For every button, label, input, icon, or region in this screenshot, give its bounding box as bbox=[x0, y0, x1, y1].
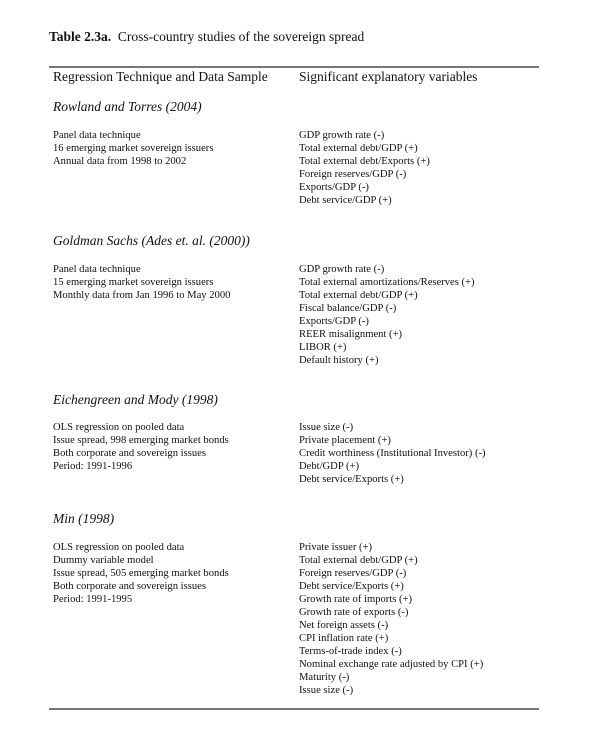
variable-item: Private issuer (+) bbox=[299, 542, 373, 553]
variable-item: Total external debt/Exports (+) bbox=[299, 156, 430, 167]
variable-item: Debt/GDP (+) bbox=[299, 461, 360, 472]
variable-item: Credit worthiness (Institutional Investor) (-) bbox=[299, 448, 486, 459]
sample-item: Issue spread, 998 emerging market bonds bbox=[53, 435, 229, 446]
variable-item: Growth rate of imports (+) bbox=[299, 594, 413, 605]
variable-list bbox=[299, 129, 430, 207]
variable-item: Exports/GDP (-) bbox=[299, 316, 369, 327]
sample-item: Panel data technique bbox=[53, 264, 141, 275]
variable-item: Foreign reserves/GDP (-) bbox=[299, 169, 407, 180]
variable-item: Total external debt/GDP (+) bbox=[299, 143, 418, 154]
variable-list bbox=[299, 263, 475, 367]
variable-item: Net foreign assets (-) bbox=[299, 620, 389, 631]
sample-item: 16 emerging market sovereign issuers bbox=[53, 143, 214, 154]
section-title: Rowland and Torres (2004) bbox=[53, 99, 202, 114]
sample-item: Panel data technique bbox=[53, 130, 141, 141]
variable-item: GDP growth rate (-) bbox=[299, 264, 385, 275]
table-caption: Cross-country studies of the sovereign spread bbox=[117, 29, 365, 44]
column-header-sample: Regression Technique and Data Sample bbox=[53, 69, 268, 84]
variable-item: Maturity (-) bbox=[299, 672, 350, 683]
sample-list bbox=[53, 263, 230, 302]
section-title: Min (1998) bbox=[53, 511, 115, 526]
variable-item: Private placement (+) bbox=[299, 435, 391, 446]
sample-item: Dummy variable model bbox=[53, 555, 154, 566]
variable-item: Foreign reserves/GDP (-) bbox=[299, 568, 407, 579]
variable-item: Issue size (-) bbox=[299, 422, 354, 433]
variable-item: Fiscal balance/GDP (-) bbox=[299, 303, 397, 314]
variable-item: Growth rate of exports (-) bbox=[299, 607, 409, 618]
variable-item: Nominal exchange rate adjusted by CPI (+) bbox=[299, 659, 484, 670]
variable-item: Debt service/Exports (+) bbox=[299, 474, 404, 485]
sample-item: OLS regression on pooled data bbox=[53, 542, 185, 553]
variable-item: CPI inflation rate (+) bbox=[299, 633, 389, 644]
variable-item: Debt service/Exports (+) bbox=[299, 581, 404, 592]
variable-item: LIBOR (+) bbox=[299, 342, 347, 353]
sample-item: Period: 1991-1995 bbox=[53, 594, 133, 605]
variable-list bbox=[299, 421, 486, 486]
bottom-rule bbox=[49, 708, 539, 710]
sample-item: Monthly data from Jan 1996 to May 2000 bbox=[53, 290, 231, 301]
sample-item: Annual data from 1998 to 2002 bbox=[53, 156, 187, 167]
variable-item: Exports/GDP (-) bbox=[299, 182, 369, 193]
top-rule bbox=[49, 66, 539, 68]
sample-item: Issue spread, 505 emerging market bonds bbox=[53, 568, 229, 579]
variable-item: GDP growth rate (-) bbox=[299, 130, 385, 141]
table-number: Table 2.3a. bbox=[49, 29, 112, 44]
section-title: Eichengreen and Mody (1998) bbox=[53, 392, 218, 407]
variable-item: Total external debt/GDP (+) bbox=[299, 290, 418, 301]
section-title: Goldman Sachs (Ades et. al. (2000)) bbox=[53, 233, 250, 248]
variable-item: Terms-of-trade index (-) bbox=[299, 646, 402, 657]
sample-item: Both corporate and sovereign issues bbox=[53, 581, 206, 592]
sample-item: OLS regression on pooled data bbox=[53, 422, 185, 433]
sample-list bbox=[53, 129, 213, 168]
sample-item: Period: 1991-1996 bbox=[53, 461, 133, 472]
variable-item: REER misalignment (+) bbox=[299, 329, 403, 340]
variable-item: Total external amortizations/Reserves (+) bbox=[299, 277, 475, 288]
variable-item: Total external debt/GDP (+) bbox=[299, 555, 418, 566]
variable-list bbox=[299, 541, 483, 697]
column-header-variables: Significant explanatory variables bbox=[299, 69, 478, 84]
variable-item: Debt service/GDP (+) bbox=[299, 195, 392, 206]
variable-item: Issue size (-) bbox=[299, 685, 354, 696]
sample-item: Both corporate and sovereign issues bbox=[53, 448, 206, 459]
sample-list bbox=[53, 421, 229, 473]
sample-list bbox=[53, 541, 229, 606]
variable-item: Default history (+) bbox=[299, 355, 379, 366]
sample-item: 15 emerging market sovereign issuers bbox=[53, 277, 214, 288]
table-title bbox=[49, 29, 364, 45]
